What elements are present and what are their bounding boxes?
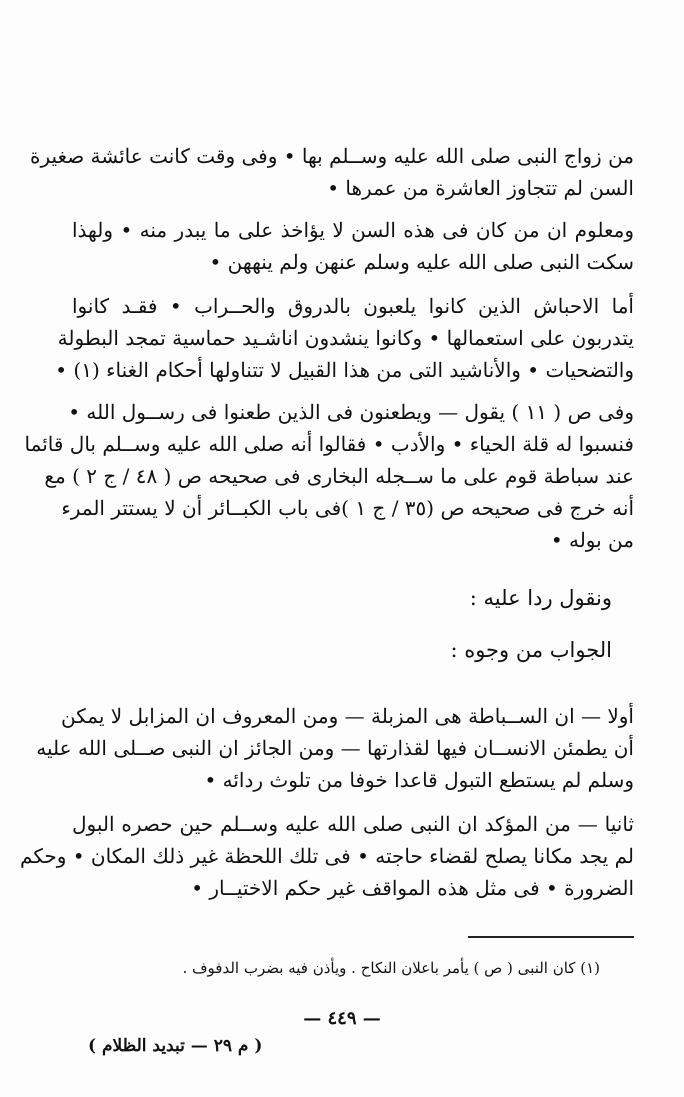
text-line: ثانيا — من المؤكد ان النبى صلى الله عليه وســلم حين حصره البول bbox=[72, 812, 634, 836]
paragraph-3 bbox=[55, 290, 634, 386]
footnote: (١) كان النبى ( ص ) يأمر باعلان النكاح . ويأذن فيه بضرب الدفوف . bbox=[182, 959, 600, 977]
paragraph-first-point bbox=[36, 700, 634, 796]
text-line: من زواج النبى صلى الله عليه وســلم بها • وفى وقت كانت عائشة صغيرة bbox=[30, 144, 634, 168]
text-line: أولا — ان الســباطة هى المزبلة — ومن المعروف ان المزابل لا يمكن bbox=[61, 704, 634, 728]
page-number: — ٤٤٩ — bbox=[303, 1008, 381, 1029]
text-line: ومعلوم ان من كان فى هذه السن لا يؤاخذ على ما يبدر منه • ولهذا bbox=[72, 218, 634, 242]
footnote-separator bbox=[468, 936, 634, 938]
text-line: يتدربون على استعمالها • وكانوا ينشدون اناشـيد حماسية تمجد البطولة bbox=[57, 326, 634, 350]
text-line: لم يجد مكانا يصلح لقضاء حاجته • فى تلك اللحظة غير ذلك المكان • وحكم bbox=[20, 844, 634, 868]
signature-mark: ( م ٢٩ — تبديد الظلام ) bbox=[88, 1036, 263, 1056]
text-line: أنه خرج فى صحيحه ص (٣٥ / ج ١ )فى باب الكبــائر أن لا يستتر المرء bbox=[61, 496, 634, 520]
paragraph-1 bbox=[30, 140, 634, 204]
answer-intro: الجواب من وجوه : bbox=[450, 638, 612, 662]
text-line: والتضحيات • والأناشيد التى من هذا القبيل لا تتناولها أحكام الغناء (١) • bbox=[55, 358, 634, 382]
text-line: وفى ص ( ١١ ) يقول — ويطعنون فى الذين طعنوا فى رســول الله • bbox=[68, 400, 634, 424]
paragraph-second-point bbox=[20, 808, 634, 904]
text-line: عند سباطة قوم على ما ســجله البخارى فى صحيحه ص ( ٤٨ / ج ٢ ) مع bbox=[44, 464, 634, 488]
text-line: فنسبوا له قلة الحياء • والأدب • فقالوا أنه صلى الله عليه وســلم بال قائما bbox=[24, 432, 634, 456]
paragraph-4 bbox=[24, 396, 634, 556]
text-line: السن لم تتجاوز العاشرة من عمرها • bbox=[327, 176, 634, 200]
text-line: أما الاحباش الذين كانوا يلعبون بالدروق والحــراب • فقـد كانوا bbox=[72, 294, 634, 318]
text-line: الضرورة • فى مثل هذه المواقف غير حكم الاختيــار • bbox=[191, 876, 634, 900]
text-line: من بوله • bbox=[550, 528, 634, 552]
text-line: وسلم لم يستطع التبول قاعدا خوفا من تلوث ردائه • bbox=[204, 768, 634, 792]
text-line: أن يطمئن الانســان فيها لقذارتها — ومن الجائز ان النبى صــلى الله عليه bbox=[36, 736, 634, 760]
text-line: سكت النبى صلى الله عليه وسلم عنهن ولم ينههن • bbox=[209, 250, 634, 274]
reply-intro: ونقول ردا عليه : bbox=[469, 586, 612, 610]
paragraph-2 bbox=[72, 214, 634, 278]
